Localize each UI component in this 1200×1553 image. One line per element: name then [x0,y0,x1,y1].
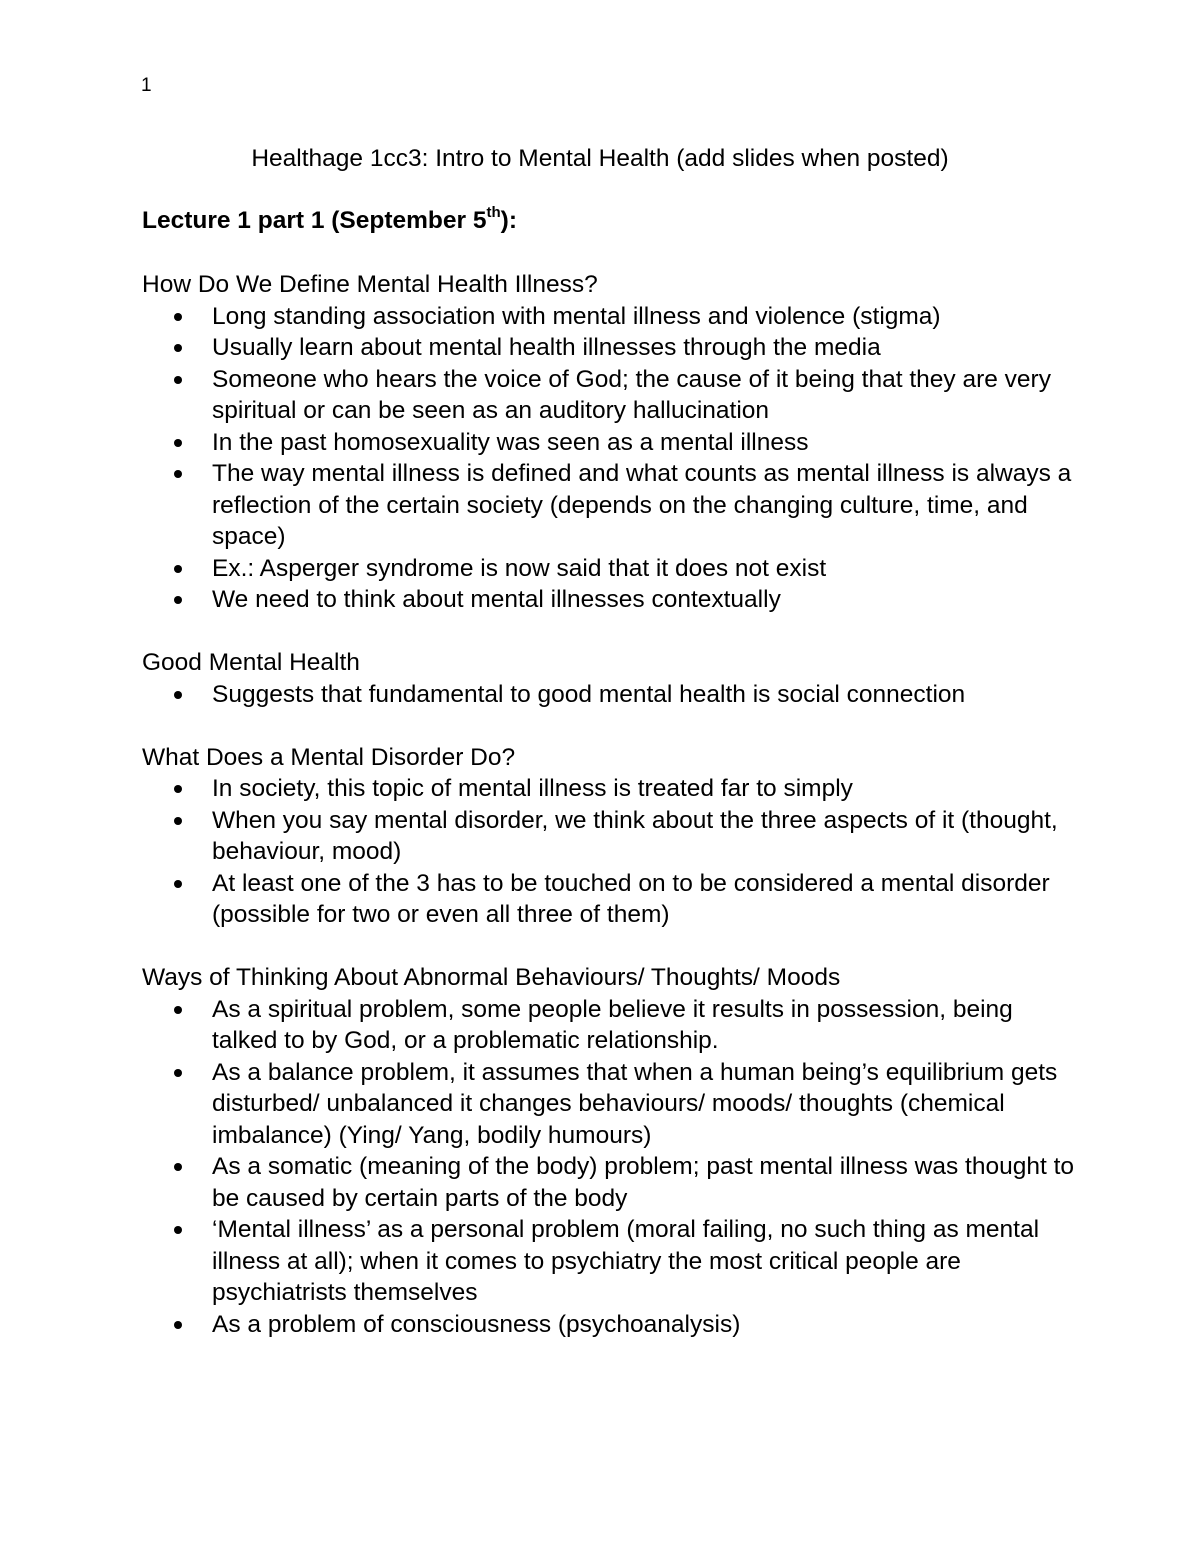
lecture-heading-text: Lecture 1 part 1 (September 5 [142,207,487,234]
lecture-heading-suffix: ): [500,207,517,234]
bullet-text: At least one of the 3 has to be touched on to be considered a mental disorder (possible for two or even all three of them) [212,869,1050,928]
bullet-item [142,458,1082,553]
bullet-text: Usually learn about mental health illnesses through the media [212,334,881,361]
bullet-item [142,994,1082,1057]
bullet-dot-icon [174,880,182,888]
bullet-item [142,1151,1082,1214]
bullet-text: The way mental illness is defined and what counts as mental illness is always a reflection of the certain society (depends on the changing culture, time, and space) [212,460,1072,550]
section-title: Ways of Thinking About Abnormal Behaviours/ Thoughts/ Moods [142,964,841,991]
section-good-mental-health [142,647,1082,710]
bullet-item [142,584,1082,616]
bullet-dot-icon [174,470,182,478]
section-title: Good Mental Health [142,649,360,676]
bullet-text: Suggests that fundamental to good mental health is social connection [212,680,966,708]
bullet-list [142,773,1082,931]
bullet-text: When you say mental disorder, we think about the three aspects of it (thought, behaviour, mood) [212,806,1058,865]
bullet-item [142,427,1082,459]
section-title: What Does a Mental Disorder Do? [142,743,516,771]
bullet-item [142,301,1082,333]
bullet-text: Someone who hears the voice of God; the cause of it being that they are very spiritual or can be seen as an auditory hallucination [212,365,1051,424]
bullet-dot-icon [174,376,182,384]
bullet-text: In society, this topic of mental illness is treated far to simply [212,775,853,802]
bullet-dot-icon [174,596,182,604]
section-ways-of-thinking [142,962,1082,1340]
bullet-text: We need to think about mental illnesses contextually [212,586,781,613]
bullet-text: In the past homosexuality was seen as a mental illness [212,428,809,456]
bullet-dot-icon [174,1226,182,1234]
bullet-dot-icon [174,1321,182,1329]
bullet-dot-icon [174,1163,182,1171]
bullet-text: ‘Mental illness’ as a personal problem (moral failing, no such thing as mental illness at all); when it comes to psychiatry the most critical people are psychiatrists themselves [212,1216,1040,1306]
bullet-dot-icon [174,691,182,699]
bullet-item [142,1214,1082,1309]
bullet-item [142,773,1082,805]
bullet-text: As a spiritual problem, some people believe it results in possession, being talked to by God, or a problematic relationship. [212,995,1013,1054]
bullet-item [142,805,1082,868]
bullet-text: As a somatic (meaning of the body) problem; past mental illness was thought to be caused by certain parts of the body [212,1153,1075,1212]
bullet-dot-icon [174,1069,182,1077]
bullet-item [142,1309,1082,1341]
bullet-dot-icon [174,344,182,352]
section-define-mental-illness [142,269,1082,616]
bullet-dot-icon [174,817,182,825]
bullet-list [142,301,1082,616]
lecture-heading [142,205,517,237]
bullet-list [142,994,1082,1341]
bullet-text: As a problem of consciousness (psychoanalysis) [212,1310,741,1338]
bullet-item [142,364,1082,427]
notes-content [142,269,1082,1372]
bullet-item [142,553,1082,585]
bullet-item [142,679,1082,711]
bullet-dot-icon [174,565,182,573]
bullet-dot-icon [174,313,182,321]
lecture-heading-superscript: th [486,203,501,221]
section-title: How Do We Define Mental Health Illness? [142,271,598,298]
bullet-item [142,868,1082,931]
bullet-dot-icon [174,439,182,447]
bullet-text: Long standing association with mental illness and violence (stigma) [212,302,941,330]
bullet-text: Ex.: Asperger syndrome is now said that it does not exist [212,554,827,582]
bullet-list [142,679,1082,711]
section-mental-disorder [142,742,1082,931]
document-title: Healthage 1cc3: Intro to Mental Health (add slides when posted) [251,145,949,172]
bullet-dot-icon [174,785,182,793]
bullet-item [142,1057,1082,1152]
page-number: 1 [141,75,152,96]
bullet-item [142,332,1082,364]
bullet-text: As a balance problem, it assumes that when a human being’s equilibrium gets disturbed/ unbalanced it changes behaviours/ moods/ thoughts (chemical imbalance) (Ying/ Yang, bodily humours) [212,1058,1058,1149]
bullet-dot-icon [174,1006,182,1014]
